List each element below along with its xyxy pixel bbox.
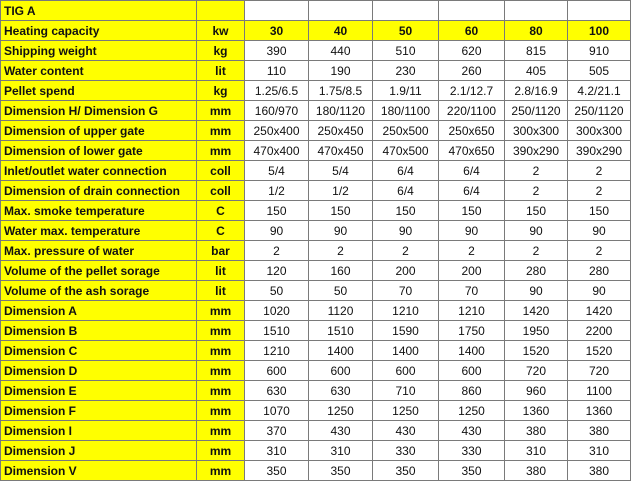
value-cell: 150 bbox=[568, 201, 631, 221]
value-cell: 2 bbox=[245, 241, 309, 261]
row-unit: mm bbox=[197, 441, 245, 461]
value-cell: 910 bbox=[568, 41, 631, 61]
value-cell: 4.2/21.1 bbox=[568, 81, 631, 101]
value-cell: 5/4 bbox=[245, 161, 309, 181]
row-unit: mm bbox=[197, 121, 245, 141]
row-label: Inlet/outlet water connection bbox=[1, 161, 197, 181]
row-unit: coll bbox=[197, 161, 245, 181]
value-cell: 90 bbox=[309, 221, 373, 241]
value-cell: 600 bbox=[245, 361, 309, 381]
value-cell: 815 bbox=[505, 41, 568, 61]
table-row bbox=[1, 41, 631, 61]
column-header: 30 bbox=[245, 21, 309, 41]
value-cell: 620 bbox=[439, 41, 505, 61]
title-blank-cell bbox=[373, 1, 439, 21]
value-cell: 1/2 bbox=[309, 181, 373, 201]
table-row bbox=[1, 461, 631, 481]
value-cell: 1100 bbox=[568, 381, 631, 401]
value-cell: 470x650 bbox=[439, 141, 505, 161]
value-cell: 150 bbox=[245, 201, 309, 221]
value-cell: 310 bbox=[568, 441, 631, 461]
value-cell: 1250 bbox=[439, 401, 505, 421]
value-cell: 190 bbox=[309, 61, 373, 81]
title-blank-cell bbox=[197, 1, 245, 21]
value-cell: 2 bbox=[505, 181, 568, 201]
value-cell: 600 bbox=[439, 361, 505, 381]
row-label: Dimension I bbox=[1, 421, 197, 441]
row-unit: bar bbox=[197, 241, 245, 261]
table-row bbox=[1, 421, 631, 441]
value-cell: 330 bbox=[373, 441, 439, 461]
value-cell: 370 bbox=[245, 421, 309, 441]
value-cell: 250x650 bbox=[439, 121, 505, 141]
row-unit: lit bbox=[197, 281, 245, 301]
table-row bbox=[1, 321, 631, 341]
value-cell: 600 bbox=[309, 361, 373, 381]
value-cell: 1020 bbox=[245, 301, 309, 321]
value-cell: 2 bbox=[439, 241, 505, 261]
value-cell: 1210 bbox=[373, 301, 439, 321]
row-unit: mm bbox=[197, 341, 245, 361]
row-unit: mm bbox=[197, 321, 245, 341]
title-blank-cell bbox=[245, 1, 309, 21]
value-cell: 5/4 bbox=[309, 161, 373, 181]
value-cell: 1400 bbox=[439, 341, 505, 361]
table-row bbox=[1, 281, 631, 301]
value-cell: 1.75/8.5 bbox=[309, 81, 373, 101]
value-cell: 50 bbox=[245, 281, 309, 301]
column-header: 50 bbox=[373, 21, 439, 41]
value-cell: 250x400 bbox=[245, 121, 309, 141]
value-cell: 390 bbox=[245, 41, 309, 61]
row-label: Dimension of drain connection bbox=[1, 181, 197, 201]
row-unit: lit bbox=[197, 261, 245, 281]
value-cell: 1590 bbox=[373, 321, 439, 341]
value-cell: 1210 bbox=[245, 341, 309, 361]
value-cell: 2 bbox=[505, 161, 568, 181]
value-cell: 90 bbox=[505, 221, 568, 241]
value-cell: 1400 bbox=[373, 341, 439, 361]
value-cell: 1510 bbox=[245, 321, 309, 341]
value-cell: 380 bbox=[568, 421, 631, 441]
value-cell: 470x450 bbox=[309, 141, 373, 161]
value-cell: 2200 bbox=[568, 321, 631, 341]
table-row bbox=[1, 81, 631, 101]
value-cell: 1950 bbox=[505, 321, 568, 341]
row-label: Dimension J bbox=[1, 441, 197, 461]
row-unit: mm bbox=[197, 301, 245, 321]
title-blank-cell bbox=[568, 1, 631, 21]
value-cell: 310 bbox=[245, 441, 309, 461]
value-cell: 380 bbox=[505, 461, 568, 481]
value-cell: 300x300 bbox=[505, 121, 568, 141]
row-unit: mm bbox=[197, 101, 245, 121]
row-unit: mm bbox=[197, 461, 245, 481]
table-row bbox=[1, 201, 631, 221]
title-blank-cell bbox=[505, 1, 568, 21]
value-cell: 860 bbox=[439, 381, 505, 401]
value-cell: 390x290 bbox=[568, 141, 631, 161]
value-cell: 70 bbox=[439, 281, 505, 301]
row-label: Dimension C bbox=[1, 341, 197, 361]
value-cell: 1360 bbox=[505, 401, 568, 421]
value-cell: 150 bbox=[309, 201, 373, 221]
value-cell: 430 bbox=[439, 421, 505, 441]
row-label: Water content bbox=[1, 61, 197, 81]
row-label: Pellet spend bbox=[1, 81, 197, 101]
value-cell: 350 bbox=[309, 461, 373, 481]
value-cell: 150 bbox=[373, 201, 439, 221]
row-unit: mm bbox=[197, 381, 245, 401]
value-cell: 250x500 bbox=[373, 121, 439, 141]
table-row bbox=[1, 221, 631, 241]
value-cell: 6/4 bbox=[439, 161, 505, 181]
value-cell: 1.9/11 bbox=[373, 81, 439, 101]
value-cell: 350 bbox=[373, 461, 439, 481]
value-cell: 1250 bbox=[309, 401, 373, 421]
row-label: Max. pressure of water bbox=[1, 241, 197, 261]
value-cell: 180/1120 bbox=[309, 101, 373, 121]
value-cell: 200 bbox=[373, 261, 439, 281]
value-cell: 250x450 bbox=[309, 121, 373, 141]
header-label: Heating capacity bbox=[1, 21, 197, 41]
value-cell: 390x290 bbox=[505, 141, 568, 161]
value-cell: 505 bbox=[568, 61, 631, 81]
value-cell: 1360 bbox=[568, 401, 631, 421]
table-row bbox=[1, 341, 631, 361]
value-cell: 6/4 bbox=[373, 161, 439, 181]
table-row bbox=[1, 401, 631, 421]
row-unit: C bbox=[197, 221, 245, 241]
table-row bbox=[1, 181, 631, 201]
value-cell: 50 bbox=[309, 281, 373, 301]
value-cell: 350 bbox=[439, 461, 505, 481]
value-cell: 90 bbox=[373, 221, 439, 241]
row-unit: C bbox=[197, 201, 245, 221]
table-row bbox=[1, 121, 631, 141]
row-unit: lit bbox=[197, 61, 245, 81]
title-row bbox=[1, 1, 631, 21]
value-cell: 470x500 bbox=[373, 141, 439, 161]
value-cell: 330 bbox=[439, 441, 505, 461]
value-cell: 310 bbox=[505, 441, 568, 461]
value-cell: 630 bbox=[309, 381, 373, 401]
value-cell: 380 bbox=[505, 421, 568, 441]
column-header: 80 bbox=[505, 21, 568, 41]
value-cell: 180/1100 bbox=[373, 101, 439, 121]
value-cell: 960 bbox=[505, 381, 568, 401]
value-cell: 1/2 bbox=[245, 181, 309, 201]
value-cell: 2 bbox=[568, 181, 631, 201]
value-cell: 110 bbox=[245, 61, 309, 81]
row-label: Dimension F bbox=[1, 401, 197, 421]
column-header: 100 bbox=[568, 21, 631, 41]
row-unit: mm bbox=[197, 361, 245, 381]
value-cell: 2 bbox=[568, 241, 631, 261]
value-cell: 230 bbox=[373, 61, 439, 81]
table-row bbox=[1, 441, 631, 461]
value-cell: 90 bbox=[439, 221, 505, 241]
row-label: Dimension H/ Dimension G bbox=[1, 101, 197, 121]
value-cell: 150 bbox=[505, 201, 568, 221]
value-cell: 2 bbox=[505, 241, 568, 261]
value-cell: 1420 bbox=[568, 301, 631, 321]
row-label: Volume of the pellet sorage bbox=[1, 261, 197, 281]
value-cell: 710 bbox=[373, 381, 439, 401]
value-cell: 440 bbox=[309, 41, 373, 61]
value-cell: 510 bbox=[373, 41, 439, 61]
value-cell: 405 bbox=[505, 61, 568, 81]
row-label: Dimension B bbox=[1, 321, 197, 341]
value-cell: 6/4 bbox=[373, 181, 439, 201]
value-cell: 430 bbox=[373, 421, 439, 441]
value-cell: 150 bbox=[439, 201, 505, 221]
value-cell: 1520 bbox=[568, 341, 631, 361]
row-label: Max. smoke temperature bbox=[1, 201, 197, 221]
value-cell: 260 bbox=[439, 61, 505, 81]
title-blank-cell bbox=[309, 1, 373, 21]
row-unit: mm bbox=[197, 401, 245, 421]
table-row bbox=[1, 101, 631, 121]
value-cell: 720 bbox=[505, 361, 568, 381]
table-row bbox=[1, 241, 631, 261]
value-cell: 350 bbox=[245, 461, 309, 481]
value-cell: 1.25/6.5 bbox=[245, 81, 309, 101]
column-header: 60 bbox=[439, 21, 505, 41]
value-cell: 1250 bbox=[373, 401, 439, 421]
row-label: Dimension of upper gate bbox=[1, 121, 197, 141]
value-cell: 2 bbox=[568, 161, 631, 181]
value-cell: 630 bbox=[245, 381, 309, 401]
value-cell: 1420 bbox=[505, 301, 568, 321]
row-label: Shipping weight bbox=[1, 41, 197, 61]
value-cell: 1750 bbox=[439, 321, 505, 341]
row-label: Dimension D bbox=[1, 361, 197, 381]
value-cell: 280 bbox=[505, 261, 568, 281]
value-cell: 300x300 bbox=[568, 121, 631, 141]
table-row bbox=[1, 301, 631, 321]
value-cell: 120 bbox=[245, 261, 309, 281]
row-label: Dimension A bbox=[1, 301, 197, 321]
value-cell: 1400 bbox=[309, 341, 373, 361]
row-unit: mm bbox=[197, 141, 245, 161]
value-cell: 2.8/16.9 bbox=[505, 81, 568, 101]
table-row bbox=[1, 141, 631, 161]
value-cell: 200 bbox=[439, 261, 505, 281]
value-cell: 720 bbox=[568, 361, 631, 381]
value-cell: 310 bbox=[309, 441, 373, 461]
value-cell: 280 bbox=[568, 261, 631, 281]
value-cell: 380 bbox=[568, 461, 631, 481]
value-cell: 90 bbox=[245, 221, 309, 241]
table-title: TIG A bbox=[1, 1, 197, 21]
value-cell: 90 bbox=[505, 281, 568, 301]
row-unit: kg bbox=[197, 81, 245, 101]
value-cell: 470x400 bbox=[245, 141, 309, 161]
value-cell: 1070 bbox=[245, 401, 309, 421]
value-cell: 2.1/12.7 bbox=[439, 81, 505, 101]
row-label: Volume of the ash sorage bbox=[1, 281, 197, 301]
value-cell: 220/1100 bbox=[439, 101, 505, 121]
value-cell: 1520 bbox=[505, 341, 568, 361]
header-unit: kw bbox=[197, 21, 245, 41]
table-row bbox=[1, 361, 631, 381]
row-unit: mm bbox=[197, 421, 245, 441]
value-cell: 6/4 bbox=[439, 181, 505, 201]
table-row bbox=[1, 61, 631, 81]
value-cell: 600 bbox=[373, 361, 439, 381]
table-row bbox=[1, 161, 631, 181]
value-cell: 250/1120 bbox=[568, 101, 631, 121]
value-cell: 160/970 bbox=[245, 101, 309, 121]
value-cell: 2 bbox=[373, 241, 439, 261]
value-cell: 90 bbox=[568, 221, 631, 241]
title-blank-cell bbox=[439, 1, 505, 21]
row-label: Dimension E bbox=[1, 381, 197, 401]
header-row bbox=[1, 21, 631, 41]
row-label: Dimension V bbox=[1, 461, 197, 481]
table-row bbox=[1, 261, 631, 281]
table-row bbox=[1, 381, 631, 401]
value-cell: 250/1120 bbox=[505, 101, 568, 121]
value-cell: 70 bbox=[373, 281, 439, 301]
value-cell: 90 bbox=[568, 281, 631, 301]
value-cell: 430 bbox=[309, 421, 373, 441]
row-label: Water max. temperature bbox=[1, 221, 197, 241]
row-unit: coll bbox=[197, 181, 245, 201]
value-cell: 1510 bbox=[309, 321, 373, 341]
value-cell: 1120 bbox=[309, 301, 373, 321]
row-unit: kg bbox=[197, 41, 245, 61]
value-cell: 1210 bbox=[439, 301, 505, 321]
column-header: 40 bbox=[309, 21, 373, 41]
value-cell: 160 bbox=[309, 261, 373, 281]
value-cell: 2 bbox=[309, 241, 373, 261]
row-label: Dimension of lower gate bbox=[1, 141, 197, 161]
